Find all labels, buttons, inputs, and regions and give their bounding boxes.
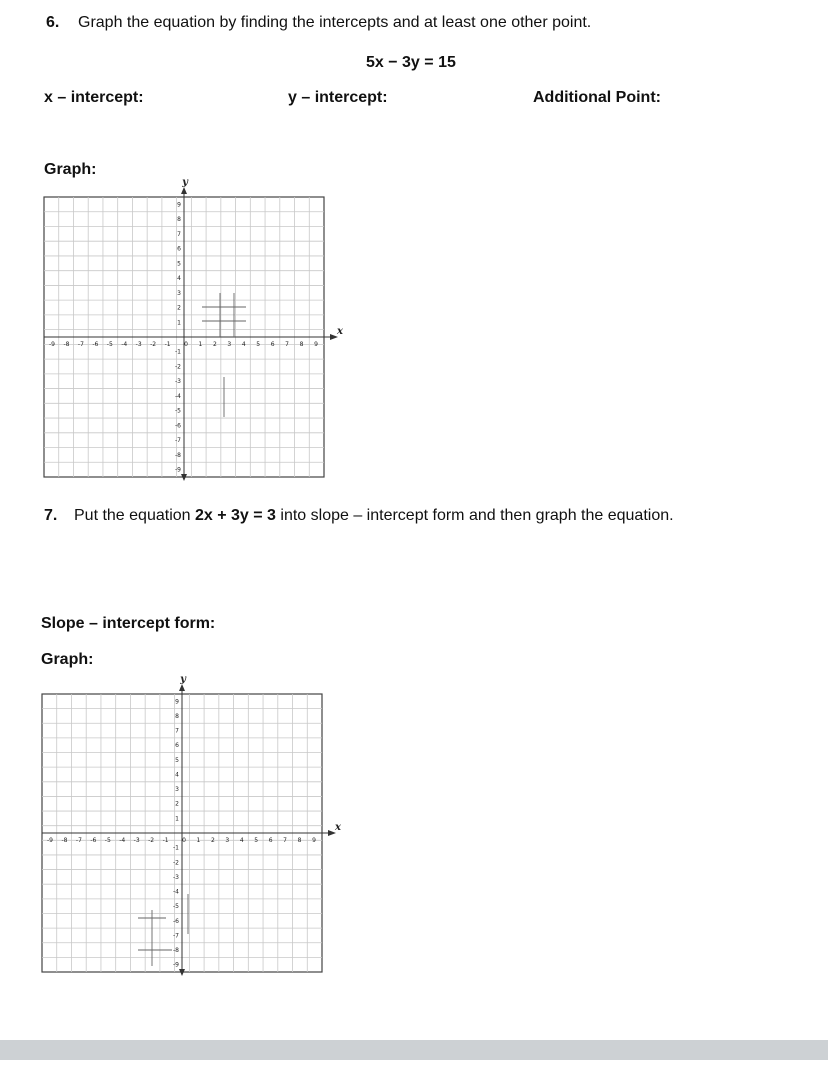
y-tick-label: -3 [175, 378, 181, 386]
x-tick-label: 3 [225, 837, 230, 844]
x-tick-label: -8 [63, 341, 70, 348]
y-tick-label: -4 [175, 392, 181, 400]
x-tick-label: -3 [133, 837, 140, 844]
x-tick-label: 9 [314, 341, 318, 348]
x-tick-label: 9 [312, 837, 316, 844]
x-tick-label: -2 [150, 341, 157, 348]
x-tick-label: -1 [162, 837, 169, 844]
x-tick-label: -7 [75, 837, 82, 844]
y-tick-label: 3 [175, 786, 179, 794]
y-tick-label: -2 [175, 363, 181, 371]
x-tick-label: -5 [104, 837, 111, 844]
x-tick-label: 7 [283, 837, 288, 844]
x-tick-label: 6 [268, 837, 273, 844]
y-tick-label: 2 [175, 800, 179, 808]
y-tick-label: 5 [175, 756, 179, 764]
x-tick-label: -3 [135, 341, 142, 348]
y-tick-label: -1 [175, 348, 181, 356]
page-footer-bar [0, 1040, 828, 1060]
y-tick-label: -9 [175, 466, 181, 474]
y-tick-label: -8 [175, 451, 181, 459]
problem-6-number: 6. [46, 14, 60, 31]
x-intercept-label: x – intercept: [44, 89, 144, 106]
x-tick-label: 1 [198, 341, 203, 348]
x-tick-label: 3 [227, 341, 232, 348]
problem-7-instruction: Put the equation 2x + 3y = 3 into slope – intercept form and then graph the equation. [74, 507, 674, 524]
x-tick-label: 8 [297, 837, 302, 844]
x-tick-label: -4 [121, 341, 128, 348]
x-tick-label: 7 [285, 341, 290, 348]
y-tick-label: 6 [177, 245, 181, 253]
problem-6-graph-label: Graph: [44, 161, 97, 178]
x-tick-label: -6 [90, 837, 97, 844]
x-tick-label: 2 [210, 837, 215, 844]
x-tick-label: 0 [182, 837, 186, 844]
x-tick-label: 4 [239, 837, 244, 844]
x-tick-label: 4 [241, 341, 246, 348]
coordinate-grid-problem-6[interactable] [44, 177, 344, 481]
x-tick-label: -2 [148, 837, 155, 844]
x-tick-label: 5 [256, 341, 261, 348]
y-axis-name: y [180, 674, 186, 685]
problem-7-number: 7. [44, 507, 58, 524]
x-tick-label: 0 [184, 341, 188, 348]
y-tick-label: -5 [175, 407, 181, 415]
x-tick-label: -7 [77, 341, 84, 348]
y-axis-arrow-up [181, 187, 187, 194]
y-tick-label: -2 [173, 859, 179, 867]
x-tick-label: -1 [164, 341, 171, 348]
y-tick-label: -7 [173, 932, 179, 940]
y-tick-label: 6 [175, 742, 179, 750]
y-axis-arrow-up [179, 684, 185, 691]
x-tick-label: -6 [92, 341, 99, 348]
y-tick-label: 9 [175, 698, 179, 706]
y-intercept-label: y – intercept: [288, 89, 388, 106]
x-tick-label: 2 [212, 341, 217, 348]
y-tick-label: -6 [173, 917, 179, 925]
y-tick-label: 9 [177, 201, 181, 209]
problem-7-graph-label: Graph: [41, 651, 94, 668]
x-axis-name: x [337, 326, 343, 337]
y-tick-label: 2 [177, 304, 181, 312]
y-tick-label: 4 [175, 771, 179, 779]
y-tick-label: 3 [177, 289, 181, 297]
y-tick-label: 7 [177, 230, 181, 238]
slope-intercept-form-label: Slope – intercept form: [41, 615, 216, 632]
additional-point-label: Additional Point: [533, 89, 661, 106]
y-tick-label: 7 [175, 727, 179, 735]
y-tick-label: 5 [177, 260, 181, 268]
x-tick-label: -9 [47, 837, 54, 844]
y-tick-label: -1 [173, 844, 179, 852]
x-tick-label: 5 [254, 837, 259, 844]
y-tick-label: -7 [175, 437, 181, 445]
x-axis-name: x [335, 822, 341, 833]
problem-7-equation: 2x + 3y = 3 [194, 507, 276, 524]
y-axis-name: y [182, 177, 188, 188]
x-tick-label: -8 [61, 837, 68, 844]
x-tick-label: 8 [299, 341, 304, 348]
y-tick-label: -8 [173, 947, 179, 955]
x-tick-label: -9 [49, 341, 56, 348]
x-tick-label: -5 [106, 341, 113, 348]
y-tick-label: 1 [177, 319, 181, 327]
problem-6-instruction: Graph the equation by finding the intercepts and at least one other point. [78, 14, 592, 31]
y-tick-label: 4 [177, 275, 181, 283]
y-tick-label: 8 [177, 216, 181, 224]
y-tick-label: -9 [173, 961, 179, 969]
x-tick-label: 1 [196, 837, 201, 844]
coordinate-grid-problem-7[interactable] [42, 674, 342, 976]
y-tick-label: 1 [175, 815, 179, 823]
y-tick-label: -6 [175, 422, 181, 430]
x-tick-label: 6 [270, 341, 275, 348]
y-tick-label: -5 [173, 903, 179, 911]
y-tick-label: -3 [173, 873, 179, 881]
x-tick-label: -4 [119, 837, 126, 844]
y-tick-label: 8 [175, 712, 179, 720]
y-tick-label: -4 [173, 888, 179, 896]
problem-6-equation: 5x − 3y = 15 [366, 54, 456, 71]
